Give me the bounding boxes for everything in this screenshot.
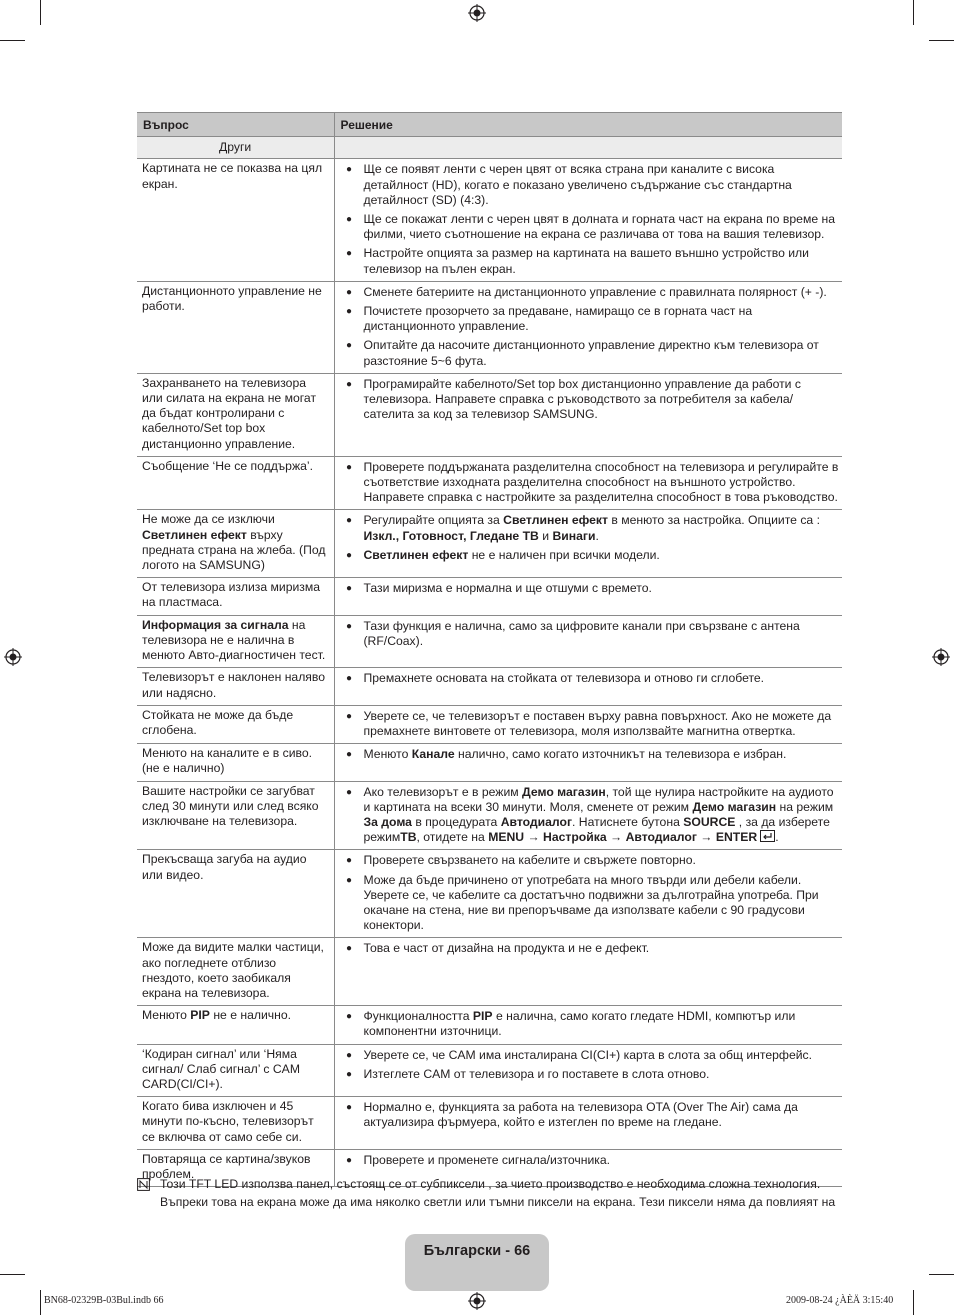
text-segment: Може да бъде причинено от употребата на много твърди или дебели кабели. Уверете се, че кабелите са достатъчно подвижни за дълготрайна употреба. При окачане на стена, ние ви препоръчваме да използвате кабели с 90 градусови конектори.	[363, 872, 819, 933]
bold-term: PIP	[472, 1009, 493, 1024]
bullet-text	[364, 377, 841, 423]
bullet-icon: ●	[345, 549, 353, 561]
table-row	[137, 159, 842, 281]
solution-cell	[334, 281, 842, 373]
text-segment: . Натиснете бутона	[572, 814, 684, 829]
table-row	[137, 373, 842, 456]
bullet-text	[364, 1009, 841, 1039]
text-segment: Проверете поддържаната разделителна способност на телевизора и регулирайте в съответствие изходната разделителна способност на външното устройство. Направете справка с настройките за разделителна способност в това ръководство.	[363, 459, 839, 505]
text-segment: Сменете батериите на дистанционното управление с правилната полярност (+ -).	[363, 284, 827, 299]
crop-mark	[0, 40, 25, 41]
bold-term: PIP	[190, 1008, 210, 1023]
bullet-text	[364, 460, 841, 506]
bullet-icon: ●	[345, 874, 353, 886]
bullet-text	[364, 671, 841, 686]
text-segment: , той ще нулира настройките на аудиото и картината на всеки 30 минути. Моля, сменете от режим	[363, 784, 834, 814]
text-segment: Уверете се, че телевизорът е поставен върху равна повърхност. Ако не можете да премахнете винтовете от телевизора, моля използвайте магнитна отвертка.	[363, 708, 832, 738]
text-segment: Ще се появят ленти с черен цвят от всяка страна при каналите с висока детайлност (HD), когато е показано увеличено съдържание със стандартна детайлност (SD) (4:3).	[363, 162, 792, 207]
text-segment: е налична, само когато гледате HDMI, компютър или компонентни източници.	[363, 1009, 796, 1039]
solution-cell	[334, 578, 842, 615]
solution-bullet	[335, 873, 841, 934]
table-row	[137, 1097, 842, 1150]
solution-cell	[334, 1006, 842, 1044]
note-text: Този TFT LED използва панел, състоящ се от субпиксели , за чието производство е необходима сложна технология. Въпреки това на екрана може да има няколко светли или тъмни пиксели на екрана. Тези пиксели няма да повлияят на	[160, 1177, 836, 1209]
table-row	[137, 578, 842, 615]
text-segment: ‘Кодиран сигнал’ или ‘Няма сигнал/ Слаб сигнал’ с CAM CARD(CI/CI+).	[142, 1046, 300, 1091]
enter-icon	[760, 830, 775, 842]
question-cell	[137, 1006, 334, 1044]
text-segment: Когато бива изключен и 45 минути по-късно, телевизорът се включва от само себе си.	[142, 1099, 314, 1144]
question-cell	[137, 705, 334, 743]
question-cell	[137, 744, 334, 781]
bullet-text	[364, 873, 841, 934]
question-cell	[137, 850, 334, 938]
text-segment: Изтеглете CAM от телевизора и го поставете в слота отново.	[363, 1066, 710, 1081]
slug-date: 2009-08-24 ¿ÀÈÄ 3:15:40	[786, 1295, 894, 1306]
solution-bullet	[335, 619, 841, 649]
text-segment: налично, само когато източникът на телевизора е избран.	[454, 747, 787, 762]
bold-term: Информация за сигнала	[142, 617, 289, 632]
bullet-icon: ●	[345, 749, 353, 761]
question-cell	[137, 510, 334, 578]
category-row	[137, 137, 842, 159]
text-segment: Проверете свързването на кабелите и свържете повторно.	[363, 853, 696, 868]
text-segment: Съобщение ‘Не се поддържа’.	[142, 458, 313, 473]
solution-cell	[334, 510, 842, 578]
table-row	[137, 615, 842, 668]
bullet-icon: ●	[345, 515, 353, 527]
solution-cell	[334, 456, 842, 510]
solution-bullet	[335, 460, 841, 506]
bold-term: Светлинен ефект	[363, 547, 469, 562]
bullet-icon: ●	[345, 1068, 353, 1080]
text-segment: Ако телевизорът е в режим	[363, 784, 523, 799]
crop-mark	[40, 0, 41, 25]
solution-bullet	[335, 338, 841, 368]
solution-bullet	[335, 941, 841, 956]
text-segment: Това е част от дизайна на продукта и не е дефект.	[363, 941, 650, 956]
solution-bullet	[335, 377, 841, 423]
table-row	[137, 781, 842, 850]
bold-term: Демо магазин	[522, 784, 606, 799]
bullet-text	[364, 212, 841, 242]
solution-bullet	[335, 1153, 841, 1168]
question-cell	[137, 159, 334, 281]
solution-cell	[334, 744, 842, 781]
bullet-icon: ●	[345, 378, 353, 390]
text-segment: Ще се покажат ленти с черен цвят в долната и горната част на екрана по време на филми, чието съотношение на екрана се различава от това на вашия телевизор.	[363, 212, 836, 242]
page-number-tab	[405, 1234, 549, 1291]
solution-bullet	[335, 747, 841, 762]
solution-bullet	[335, 853, 841, 868]
solution-bullet	[335, 1100, 841, 1130]
bullet-icon: ●	[345, 340, 353, 352]
bullet-icon: ●	[345, 248, 353, 260]
text-segment: .	[775, 830, 779, 845]
solution-bullet	[335, 785, 841, 846]
bullet-icon: ●	[345, 214, 353, 226]
solution-cell	[334, 159, 842, 281]
bullet-text	[364, 1067, 841, 1082]
text-segment: Функционалността	[363, 1009, 473, 1024]
bullet-text	[364, 785, 841, 846]
text-segment: Премахнете основата на стойката от телевизора и отново ги сглобете.	[363, 671, 765, 686]
question-cell	[137, 1097, 334, 1150]
bullet-text	[364, 619, 841, 649]
header-question: Въпрос	[137, 113, 334, 137]
text-segment: Почистете прозорчето за предаване, намиращо се в горната част на дистанционното управление.	[363, 304, 753, 334]
table-row	[137, 938, 842, 1006]
text-segment: Нормално е, функцията за работа на телевизора OTA (Over The Air) сама да актуализира фърмуера, който е изтеглен по време на гледане.	[363, 1100, 798, 1130]
bullet-icon: ●	[345, 164, 353, 176]
text-segment: Картината не се показва на цял екран.	[142, 161, 323, 191]
text-segment: , за да изберете режим	[363, 814, 830, 845]
text-segment: Телевизорът е наклонен наляво или надясно.	[142, 670, 326, 700]
solution-cell	[334, 1097, 842, 1150]
text-segment: Проверете и променете сигнала/източника.	[363, 1152, 611, 1167]
text-segment: и	[538, 528, 553, 543]
bullet-icon: ●	[345, 855, 353, 867]
bullet-icon: ●	[345, 673, 353, 685]
bold-term: Изкл., Готовност, Гледане ТВ	[363, 528, 539, 543]
bold-term: Канале	[411, 747, 455, 762]
bullet-text	[364, 747, 841, 762]
solution-cell	[334, 705, 842, 743]
text-segment: Регулирайте опцията за	[363, 513, 504, 528]
table-row	[137, 850, 842, 938]
category-label: Други	[137, 137, 334, 159]
bullet-icon: ●	[345, 786, 353, 798]
text-segment: Програмирайте кабелното/Set top box дистанционно управление да работи с телевизора. Направете справка с ръководството за потребителя за кабела/сателита за код за телевизор SAMSUNG.	[363, 376, 801, 422]
solution-bullet	[335, 1009, 841, 1039]
table-row	[137, 456, 842, 510]
bullet-text	[364, 285, 841, 300]
text-segment: Тази функция е налична, само за цифровите канали при свързване с антена (RF/Coax).	[363, 618, 800, 648]
bullet-text	[364, 1153, 841, 1168]
crop-mark	[929, 1274, 954, 1275]
table-row	[137, 705, 842, 743]
page-label: Български - 66	[423, 1243, 531, 1259]
text-segment: не е налично.	[209, 1008, 292, 1023]
text-segment: на телевизора не е налична в менюто Авто-диагностичен тест.	[142, 617, 326, 663]
bullet-text	[364, 162, 841, 208]
bold-term: ТВ	[400, 830, 417, 845]
question-cell	[137, 281, 334, 373]
table-row	[137, 510, 842, 578]
text-segment: Не може да се изключи	[142, 512, 275, 527]
text-segment: Захранването на телевизора или силата на екрана не могат да бъдат контролирани с кабелното/Set top box дистанционно управление.	[142, 375, 317, 451]
solution-bullet	[335, 285, 841, 300]
bold-term: Светлинен ефект	[142, 527, 247, 542]
registration-mark-icon	[4, 648, 22, 666]
question-cell	[137, 456, 334, 510]
bold-term: Винаги	[552, 528, 596, 543]
solution-cell	[334, 850, 842, 938]
text-segment: Менюто на каналите е в сиво. (не е налично)	[142, 746, 313, 776]
bullet-icon: ●	[345, 461, 353, 473]
header-solution: Решение	[334, 113, 842, 137]
bold-term: MENU → Настройка → Автодиалог → ENTER	[488, 830, 758, 845]
question-cell	[137, 668, 334, 705]
solution-cell	[334, 938, 842, 1006]
text-segment: Тази миризма е нормална и ще отшуми с времето.	[363, 581, 652, 596]
text-segment: Менюто	[142, 1008, 191, 1023]
solution-bullet	[335, 548, 841, 563]
registration-mark-icon	[468, 1292, 486, 1310]
solution-bullet	[335, 212, 841, 242]
bold-term: За дома	[363, 814, 412, 829]
crop-mark	[913, 1290, 914, 1315]
bullet-icon: ●	[345, 620, 353, 632]
bullet-icon: ●	[345, 306, 353, 318]
solution-bullet	[335, 709, 841, 739]
solution-cell	[334, 668, 842, 705]
troubleshooting-table	[137, 112, 842, 1187]
bullet-icon: ●	[345, 583, 353, 595]
bullet-text	[364, 1048, 841, 1063]
bullet-icon: ●	[345, 1011, 353, 1023]
question-cell	[137, 938, 334, 1006]
table-row	[137, 1044, 842, 1097]
bullet-icon: ●	[345, 1049, 353, 1061]
text-segment: в процедурата	[411, 814, 501, 829]
note-icon	[137, 1176, 160, 1211]
crop-mark	[0, 1274, 25, 1275]
bold-term: Демо магазин	[692, 799, 777, 814]
question-cell	[137, 578, 334, 615]
text-segment: на режим	[776, 799, 834, 814]
text-segment: От телевизора излиза миризма на пластмаса.	[142, 580, 321, 610]
question-cell	[137, 781, 334, 850]
text-segment: не е наличен при всички модели.	[468, 547, 660, 562]
bullet-icon: ●	[345, 1102, 353, 1114]
question-cell	[137, 373, 334, 456]
bullet-icon: ●	[345, 1154, 353, 1166]
solution-bullet	[335, 162, 841, 208]
text-segment: Вашите настройки се загубват след 30 минути или след всяко изключване на телевизора.	[142, 783, 319, 828]
solution-cell	[334, 781, 842, 850]
bullet-text	[364, 513, 841, 543]
bullet-text	[364, 853, 841, 868]
table-header-row	[137, 113, 842, 137]
bullet-text	[364, 581, 841, 596]
bullet-text	[364, 304, 841, 334]
text-segment: Опитайте да насочите дистанционното управление директно към телевизора от разстояние 5~6 фута.	[363, 338, 819, 368]
bullet-icon: ●	[345, 710, 353, 722]
solution-bullet	[335, 1067, 841, 1082]
note	[137, 1176, 842, 1211]
crop-mark	[40, 1290, 41, 1315]
crop-mark	[929, 40, 954, 41]
table-row	[137, 668, 842, 705]
text-segment: Стойката не може да бъде сглобена.	[142, 707, 294, 737]
text-segment: Повтаряща се картина/звуков проблем.	[142, 1151, 311, 1181]
bullet-text	[364, 1100, 841, 1130]
text-segment: в менюто за настройка. Опциите са :	[607, 513, 820, 528]
bold-term: Автодиалог	[500, 814, 573, 829]
text-segment: Настройте опцията за размер на картината на вашето външно устройство или телевизор на пълен екран.	[363, 246, 809, 276]
table-row	[137, 281, 842, 373]
crop-mark	[913, 0, 914, 25]
solution-cell	[334, 1044, 842, 1097]
bold-term: SOURCE	[683, 814, 736, 829]
solution-bullet	[335, 581, 841, 596]
text-segment: .	[595, 528, 599, 543]
solution-bullet	[335, 513, 841, 543]
solution-bullet	[335, 1048, 841, 1063]
solution-bullet	[335, 304, 841, 334]
bullet-text	[364, 338, 841, 368]
bold-term: Светлинен ефект	[503, 513, 608, 528]
bullet-icon: ●	[345, 943, 353, 955]
bullet-icon: ●	[345, 286, 353, 298]
solution-bullet	[335, 671, 841, 686]
registration-mark-icon	[932, 648, 950, 666]
solution-bullet	[335, 246, 841, 276]
text-segment: Дистанционното управление не работи.	[142, 283, 322, 314]
bullet-text	[364, 941, 841, 956]
text-segment: Прекъсваща загуба на аудио или видео.	[142, 852, 307, 882]
solution-cell	[334, 373, 842, 456]
bullet-text	[364, 246, 841, 276]
question-cell	[137, 1044, 334, 1097]
text-segment: Менюто	[363, 747, 412, 762]
text-segment: , отидете на	[416, 830, 489, 845]
slug-file: BN68-02329B-03Bul.indb 66	[44, 1295, 164, 1306]
category-empty-cell	[334, 137, 842, 159]
table-row	[137, 744, 842, 781]
registration-mark-icon	[468, 4, 486, 22]
text-segment: Уверете се, че CAM има инсталирана CI(CI+) карта в слота за общ интерфейс.	[363, 1047, 813, 1062]
bullet-text	[364, 548, 841, 563]
text-segment: върху предната страна на жлеба. (Под логото на SAMSUNG)	[142, 527, 326, 573]
question-cell	[137, 615, 334, 668]
table-row	[137, 1006, 842, 1044]
bullet-text	[364, 709, 841, 739]
solution-cell	[334, 615, 842, 668]
text-segment: Може да видите малки частици, ако погледнете отблизо гнездото, което заобикаля екрана на телевизора.	[142, 940, 324, 1000]
